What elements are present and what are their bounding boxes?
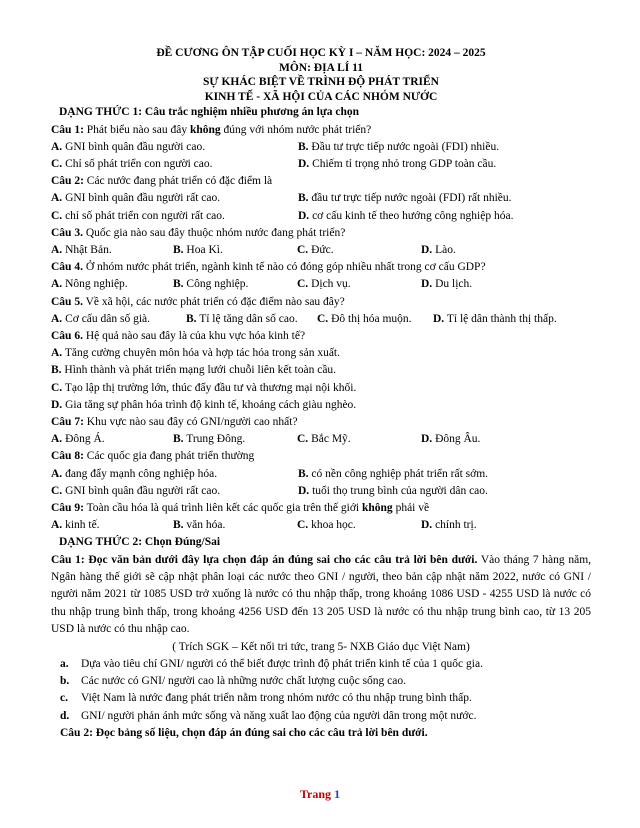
question-8 — [51, 448, 591, 465]
option-text: Đông Á. — [62, 433, 105, 446]
option-label: C. — [51, 209, 63, 222]
option — [51, 362, 591, 379]
question-number: Câu 5. — [51, 295, 83, 308]
option-label: A. — [51, 278, 63, 291]
question-number: Câu 4. — [51, 261, 83, 274]
question-1 — [51, 122, 591, 139]
option-text: cơ cấu kinh tế theo hướng công nghiệp hóa. — [309, 209, 514, 222]
option — [297, 242, 421, 259]
option-label: B. — [173, 244, 184, 256]
option — [317, 311, 433, 328]
option-label: B. — [173, 278, 184, 291]
option-text: Cơ cấu dân số già. — [62, 312, 151, 325]
option-text: Tăng cường chuyên môn hóa và hợp tác hóa trong sản xuất. — [62, 347, 341, 360]
option — [421, 517, 477, 534]
option-label: A. — [51, 433, 63, 446]
option — [51, 483, 298, 500]
option-label: D. — [421, 278, 433, 291]
question-number: Câu 9: — [51, 502, 84, 515]
option-text: GNI bình quân đầu người rất cao. — [62, 484, 221, 497]
statement — [60, 690, 591, 707]
option-label: D. — [298, 157, 310, 170]
statement-label: d. — [60, 709, 70, 722]
option-text: chỉ số phát triển con người rất cao. — [62, 209, 225, 222]
option-text: Đức. — [308, 244, 334, 256]
option-text: Đầu tư trực tiếp nước ngoài (FDI) nhiều. — [308, 140, 500, 153]
option-text: Du lịch. — [432, 278, 473, 291]
question-text: phải về — [392, 502, 430, 515]
option-text: kinh tế. — [62, 519, 100, 532]
options-row — [51, 276, 591, 293]
question-instruction: Đọc văn bản dưới đây lựa chọn đáp án đúng sai cho các câu trả lời bên dưới. — [84, 553, 478, 566]
section-heading-1: DẠNG THỨC 1: Câu trắc nghiệm nhiều phương án lựa chọn — [59, 106, 360, 119]
section-heading-2: DẠNG THỨC 2: Chọn Đúng/Sai — [59, 536, 221, 549]
document-body — [51, 46, 591, 742]
option-text: Tạo lập thị trường lớn, thúc đẩy đầu tư và thương mại nội khối. — [62, 381, 357, 394]
reading-passage: Vào tháng 7 hàng năm, Ngân hàng thế giới sẽ cập nhật phân loại các nước theo GNI / người, theo bản cập nhật năm 2022, nước có GNI / người năm 2021 từ 1085 USD trở xuống là nước có thu nhập thấp, trong khoảng 1086 USD - 4255 USD là nước có thu nhập trung bình thấp, trong khoảng 4256 USD đến 13 205 USD là nước có thu nhập trung bình cao, từ 13 205 USD là nước có thu nhập cao. — [51, 553, 592, 636]
option — [421, 242, 456, 259]
question-text: Khu vực nào sau đây có GNI/người cao nhất? — [83, 416, 298, 429]
options-row — [51, 483, 591, 500]
option-text: khoa học. — [308, 519, 356, 532]
option — [51, 139, 298, 156]
option-text: Công nghiệp. — [183, 278, 249, 291]
options-row — [51, 311, 591, 328]
emphasis: không — [362, 502, 393, 515]
statement-text: Dựa vào tiêu chí GNI/ người có thể biết được trình độ phát triển kinh tế của 1 quốc gia. — [81, 657, 483, 670]
option-text: Chiếm tỉ trọng nhỏ trong GDP toàn cầu. — [309, 157, 497, 170]
question-3 — [51, 225, 591, 242]
question-2 — [51, 173, 591, 190]
option-label: C. — [297, 519, 309, 532]
statement-label: a. — [60, 657, 69, 670]
option-label: C. — [297, 278, 309, 291]
option — [298, 483, 488, 500]
title-line-2: MÔN: ĐỊA LÍ 11 — [278, 61, 364, 74]
option — [51, 156, 298, 173]
option-text: Nhật Bản. — [62, 244, 112, 256]
option-label: B. — [298, 140, 309, 153]
option — [297, 431, 421, 448]
option-label: D. — [421, 433, 433, 446]
question-number: Câu 1: — [51, 123, 84, 136]
option-text: Bắc Mỹ. — [308, 433, 351, 446]
question-number: Câu 2: — [51, 175, 84, 188]
statement-label: b. — [60, 675, 70, 688]
option-text: đầu tư trực tiếp nước ngoài (FDI) rất nhiều. — [308, 192, 512, 205]
option-label: B. — [51, 364, 62, 377]
option-text: Hình thành và phát triển mạng lưới chuỗi liên kết toàn cầu. — [61, 364, 337, 377]
option-text: có nền công nghiệp phát triển rất sớm. — [308, 467, 489, 480]
option-label: D. — [421, 519, 433, 532]
option-text: đang đẩy mạnh công nghiệp hóa. — [62, 467, 218, 480]
options-row — [51, 517, 591, 534]
question-6 — [51, 328, 591, 345]
option-text: Đông Âu. — [432, 433, 481, 446]
option — [298, 156, 496, 173]
question-9 — [51, 500, 591, 517]
option-label: D. — [433, 312, 445, 325]
option-text: Trung Đông. — [183, 433, 246, 446]
options-row — [51, 466, 591, 483]
option-label: D. — [298, 484, 310, 497]
question-text: Về xã hội, các nước phát triển có đặc điểm nào sau đây? — [82, 295, 345, 308]
option-label: B. — [173, 519, 184, 532]
option-label: A. — [51, 140, 63, 153]
options-row — [51, 242, 591, 259]
question-text: Toàn cầu hóa là quá trình liên kết các quốc gia trên thế giới — [83, 502, 362, 515]
option-label: C. — [297, 244, 309, 256]
option-text: Hoa Kì. — [183, 244, 223, 256]
option — [298, 466, 488, 483]
options-row — [51, 190, 591, 207]
question-text: đúng với nhóm nước phát triển? — [220, 123, 372, 136]
question-number: Câu 3. — [51, 226, 83, 239]
options-row — [51, 156, 591, 173]
option — [51, 380, 591, 397]
option-text: văn hóa. — [183, 519, 226, 532]
option-text: Đô thị hóa muộn. — [328, 312, 412, 325]
question-7 — [51, 414, 591, 431]
option-text: GNI bình quân đầu người rất cao. — [62, 192, 221, 205]
option — [173, 276, 297, 293]
statement — [60, 673, 591, 690]
option-label: A. — [51, 519, 63, 532]
question-number: Câu 7: — [51, 416, 84, 429]
option — [173, 517, 297, 534]
tf-question-2: Câu 2: Đọc bảng số liệu, chọn đáp án đúng sai cho các câu trả lời bên dưới. — [60, 726, 428, 739]
question-text: Quốc gia nào sau đây thuộc nhóm nước đang phát triển? — [82, 226, 346, 239]
option — [186, 311, 317, 328]
option — [51, 190, 298, 207]
option-text: GNI bình quân đầu người cao. — [62, 140, 206, 153]
options-row — [51, 431, 591, 448]
option — [51, 431, 173, 448]
emphasis: không — [189, 123, 221, 136]
statement — [60, 656, 591, 673]
page-footer — [0, 786, 640, 803]
option-label: A. — [51, 192, 63, 205]
title-line-1: ĐỀ CƯƠNG ÔN TẬP CUỐI HỌC KỲ I – NĂM HỌC: 2024 – 2025 — [156, 47, 486, 59]
options-row — [51, 139, 591, 156]
option — [51, 276, 173, 293]
option-text: Lào. — [432, 244, 456, 256]
option — [51, 208, 298, 225]
question-number: Câu 6. — [51, 330, 83, 343]
statement-list — [60, 656, 591, 725]
option-label: A. — [51, 244, 63, 256]
option-label: B. — [173, 433, 184, 446]
option-label: D. — [51, 398, 63, 411]
page-label: Trang — [299, 787, 335, 801]
option-label: D. — [298, 209, 310, 222]
option-label: C. — [51, 157, 63, 170]
option-label: A. — [51, 347, 63, 360]
question-number: Câu 1: — [51, 553, 85, 566]
statement-text: Việt Nam là nước đang phát triển nằm trong nhóm nước có thu nhập trung bình thấp. — [81, 692, 472, 705]
option-text: Chỉ số phát triển con người cao. — [62, 157, 213, 170]
option — [298, 139, 499, 156]
statement-text: Các nước có GNI/ người cao là những nước chất lượng cuộc sống cao. — [81, 675, 407, 688]
option — [433, 311, 557, 328]
option-text: Dịch vụ. — [308, 278, 351, 291]
question-text: Các nước đang phát triển có đặc điểm là — [83, 175, 273, 188]
options-row — [51, 208, 591, 225]
option-label: A. — [51, 467, 63, 480]
option-label: A. — [51, 312, 63, 325]
statement-label: c. — [60, 692, 68, 705]
passage-source: ( Trích SGK – Kết nối tri tức, trang 5- NXB Giáo dục Việt Nam) — [172, 640, 470, 653]
option-label: C. — [51, 484, 63, 497]
question-4 — [51, 259, 591, 276]
option — [297, 517, 421, 534]
option-label: D. — [421, 244, 433, 256]
option-label: B. — [186, 312, 197, 325]
option-text: tuổi thọ trung bình của người dân cao. — [309, 484, 488, 497]
question-text: Ở nhóm nước phát triển, ngành kinh tế nào có đóng góp nhiều nhất trong cơ cấu GDP? — [82, 261, 486, 274]
statement — [60, 708, 591, 725]
option — [421, 276, 472, 293]
option-text: Tỉ lệ dân thành thị thấp. — [444, 312, 557, 325]
option — [173, 242, 297, 259]
option — [298, 190, 512, 207]
option-text: Tỉ lệ tăng dân số cao. — [196, 312, 298, 325]
option — [173, 431, 297, 448]
option — [51, 397, 591, 414]
option-label: C. — [51, 381, 63, 394]
option-text: Nông nghiệp. — [62, 278, 128, 291]
question-5 — [51, 294, 591, 311]
option-text: Gia tăng sự phân hóa trình độ kinh tế, khoảng cách giàu nghèo. — [62, 398, 357, 411]
option — [51, 242, 173, 259]
option — [51, 345, 591, 362]
question-text: Hệ quả nào sau đây là của khu vực hóa kinh tế? — [82, 330, 306, 343]
option — [51, 466, 298, 483]
option-label: B. — [298, 467, 309, 480]
option — [298, 208, 513, 225]
question-text: Phát biểu nào sau đây — [83, 123, 190, 136]
question-number: Câu 8: — [51, 450, 84, 463]
option — [51, 517, 173, 534]
title-line-3: SỰ KHÁC BIỆT VỀ TRÌNH ĐỘ PHÁT TRIỂN — [203, 76, 439, 89]
option-label: B. — [298, 192, 309, 205]
question-text: Các quốc gia đang phát triển thường — [83, 450, 255, 463]
tf-question-1 — [51, 552, 591, 639]
option — [421, 431, 480, 448]
option — [297, 276, 421, 293]
page-number: 1 — [334, 787, 341, 801]
option — [51, 311, 186, 328]
title-line-4: KINH TẾ - XÃ HỘI CỦA CÁC NHÓM NƯỚC — [204, 90, 438, 103]
option-label: C. — [297, 433, 309, 446]
option-text: chính trị. — [432, 519, 477, 532]
statement-text: GNI/ người phản ánh mức sống và năng xuất lao động của người dân trong một nước. — [81, 709, 477, 722]
option-label: C. — [317, 312, 329, 325]
